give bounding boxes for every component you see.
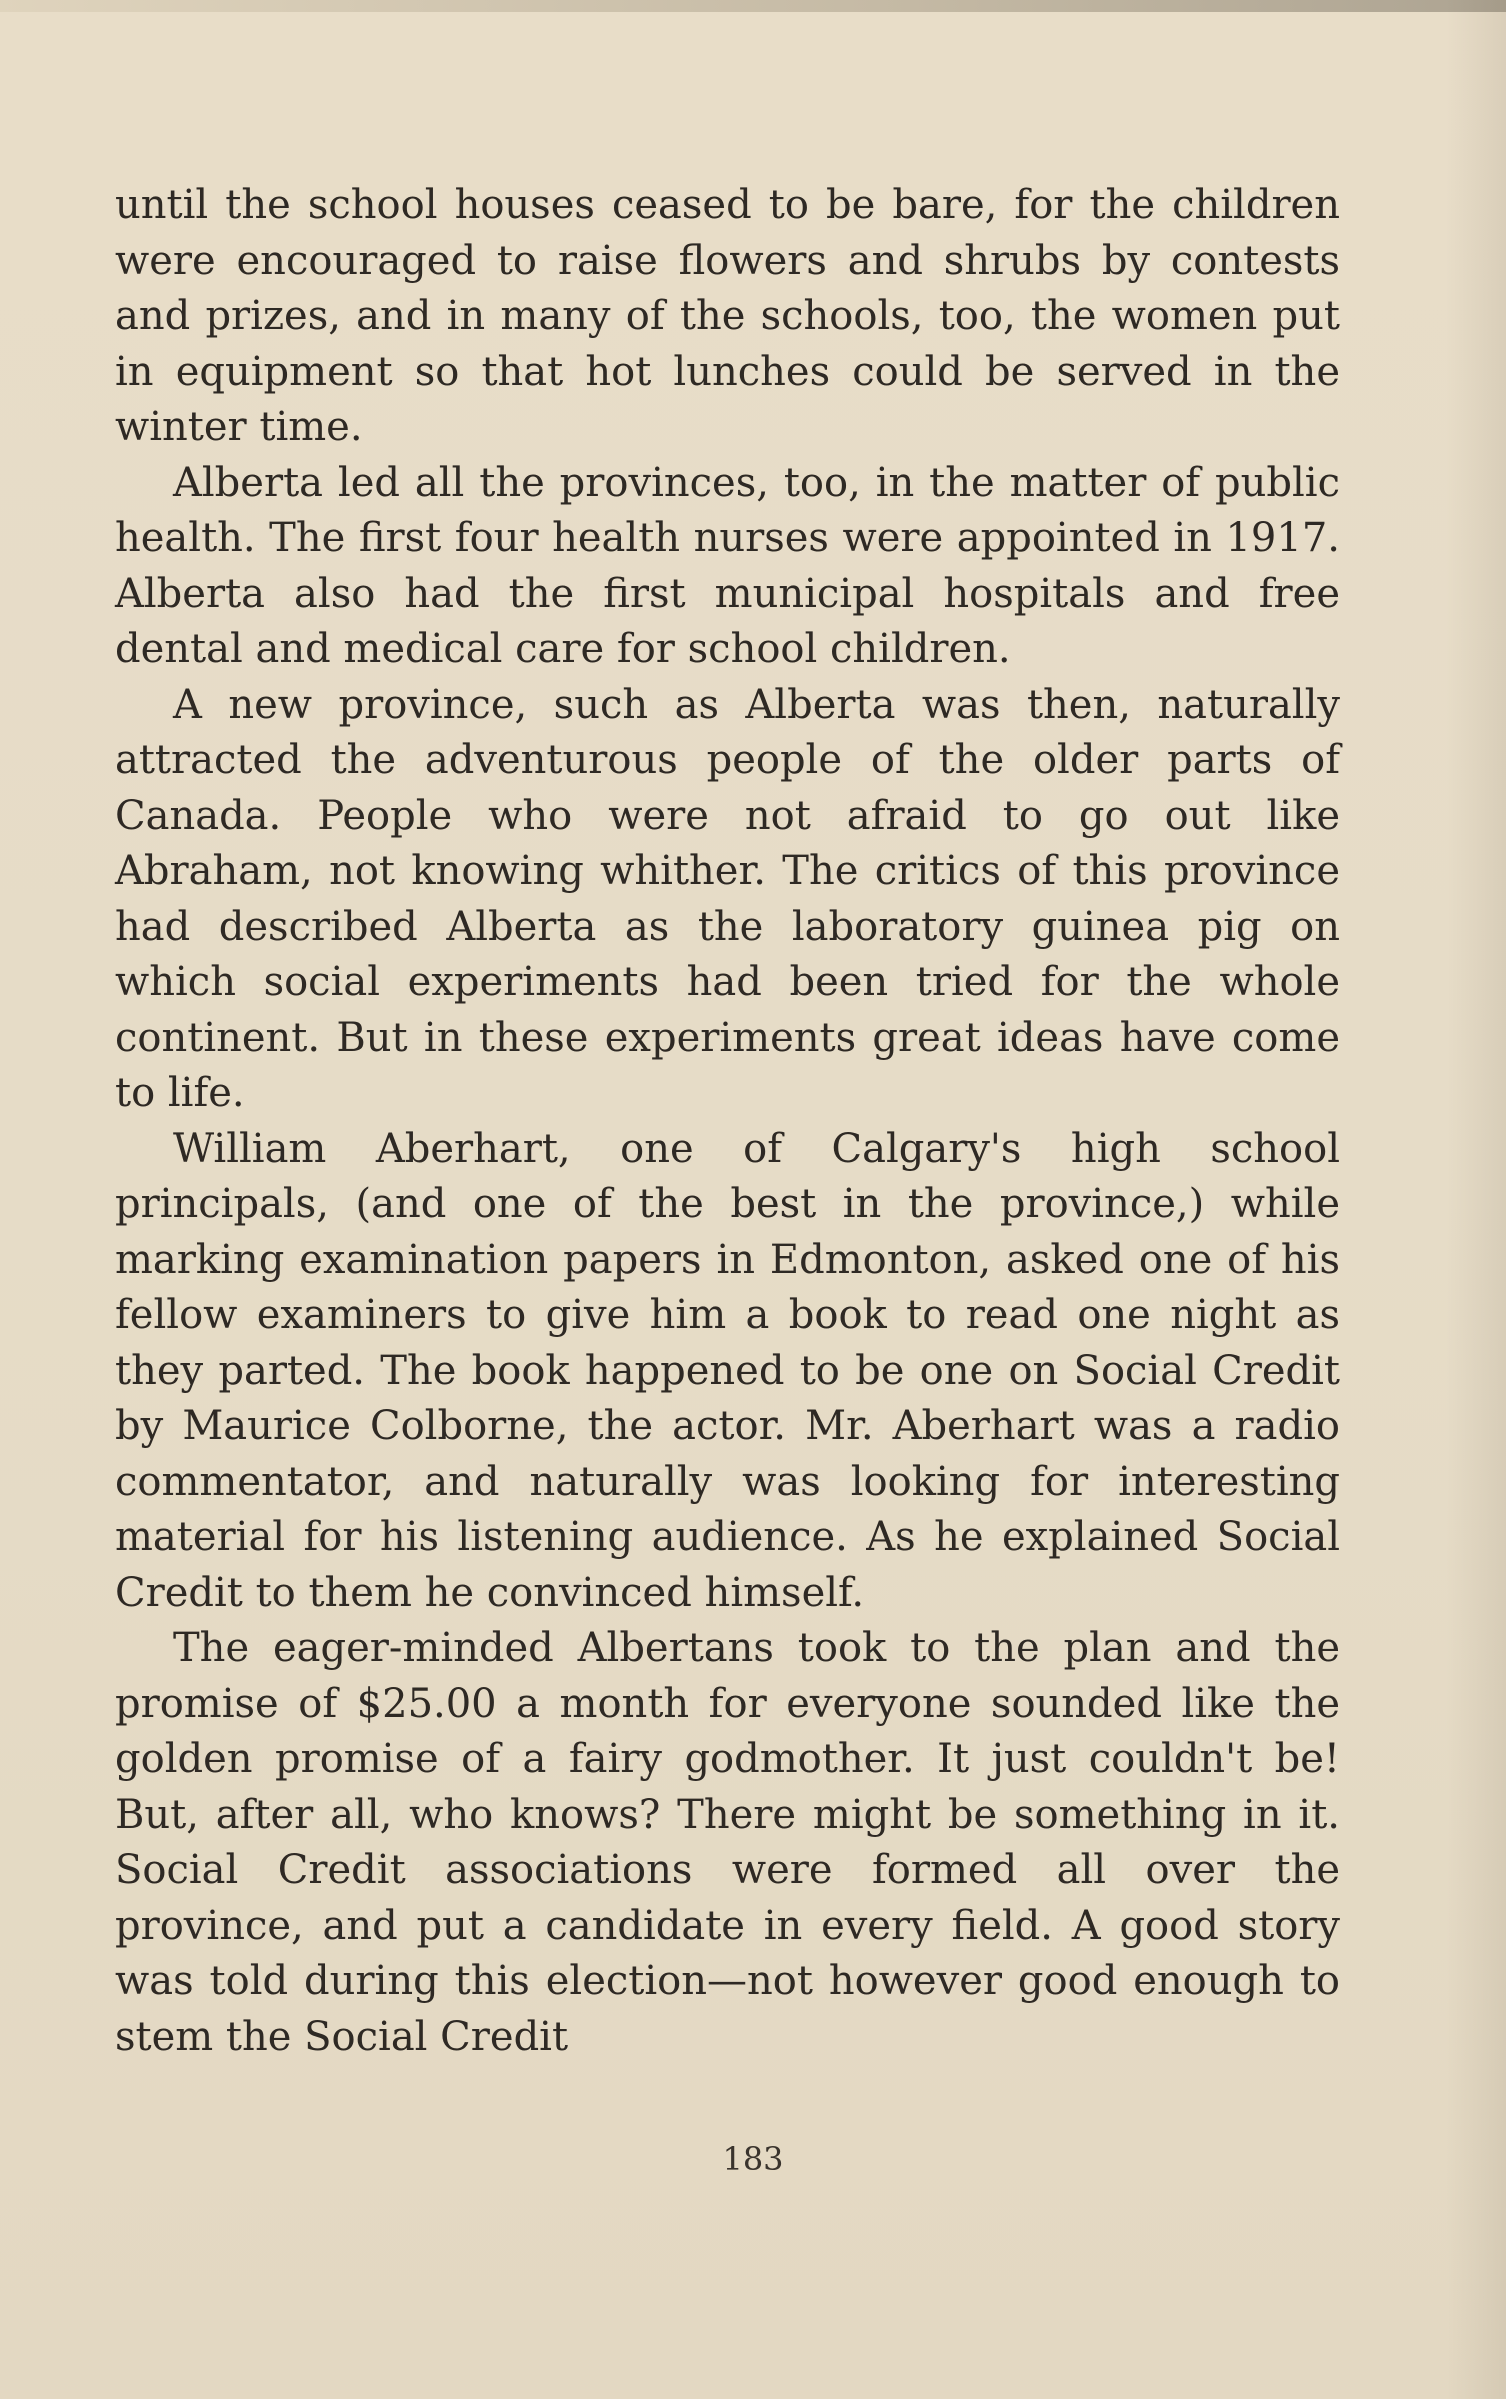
page-top-edge [0, 0, 1506, 12]
paragraph-4: William Aberhart, one of Calgary's high school principals, (and one of the best in the province,) while marking examination papers in Edmonton, asked one of his fellow examiners to give him a book to read one night as they parted. The book happened to be one on Social Credit by Maurice Colborne, the actor. Mr. Aberhart was a radio commentator, and naturally was looking for interesting material for his listening audience. As he explained Social Credit to them he convinced himself. [115, 1125, 1340, 1616]
paragraph-3: A new province, such as Alberta was then, naturally attracted the adventurous people of the older parts of Canada. People who were not afraid to go out like Abraham, not knowing whither. The critics of this province had described Alberta as the laboratory guinea pig on which social experiments had been tried for the whole continent. But in these experiments great ideas have come to life. [115, 681, 1340, 1116]
paragraph-5: The eager-minded Albertans took to the plan and the promise of $25.00 a month for everyone sounded like the golden promise of a fairy godmother. It just couldn't be! But, after all, who knows? There might be something in it. Social Credit associations were formed all over the province, and put a candidate in every field. A good story was told during this election—not however good enough to stem the Social Credit [115, 1625, 1340, 2060]
paragraph-2: Alberta led all the provinces, too, in the matter of public health. The first four health nurses were appointed in 1917. Alberta also had the first municipal hospitals and free dental and medical care for school children. [115, 459, 1340, 672]
page-number: 183 [722, 2140, 784, 2178]
paragraph-1: until the school houses ceased to be bare, for the children were encouraged to raise flowers and shrubs by contests and prizes, and in many of the schools, too, the women put in equipment so that hot lunches could be served in the winter time. [115, 182, 1340, 450]
body-text [115, 178, 1340, 2065]
page-edge-shadow [1446, 0, 1506, 2399]
